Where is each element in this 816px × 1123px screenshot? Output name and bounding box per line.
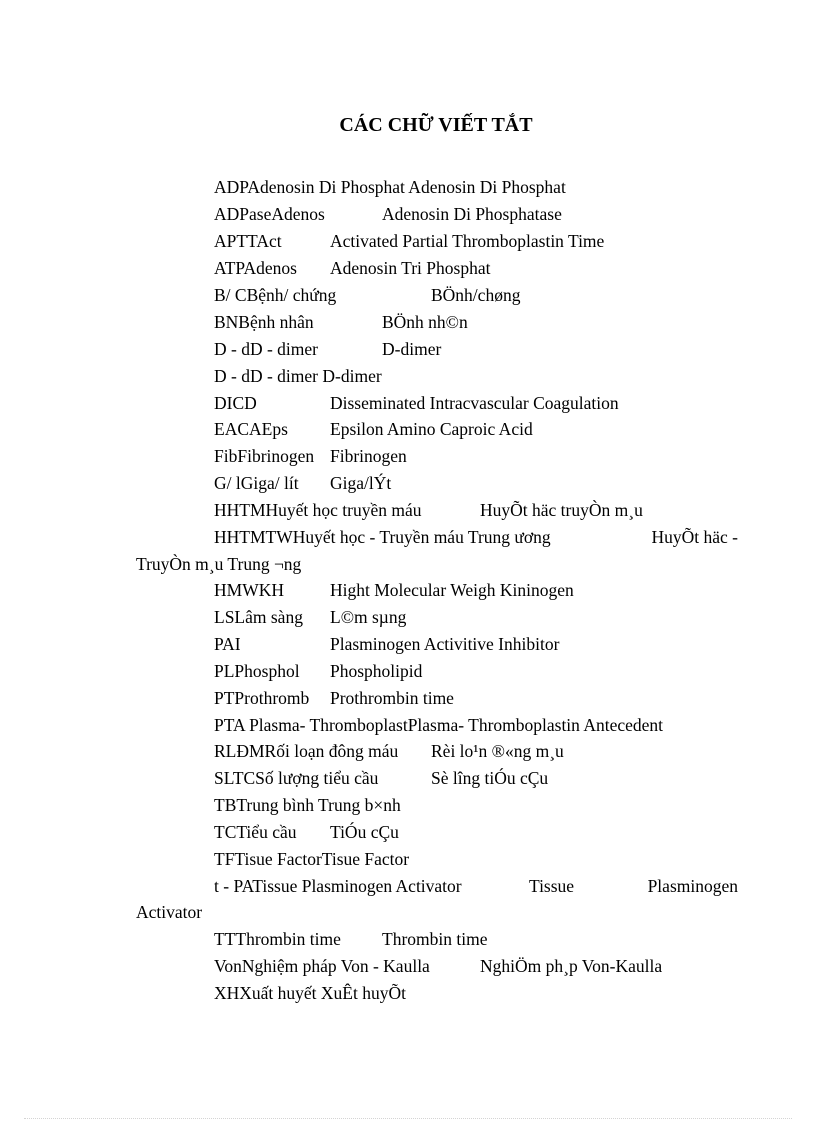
abbr-entry-term: TTThrombin time xyxy=(214,929,341,949)
abbr-entry: TFTisue FactorTisue Factor xyxy=(214,849,410,869)
abbr-entry-meaning: Fibrinogen xyxy=(330,446,407,466)
abbr-entry-continuation: Activator xyxy=(136,902,203,922)
abbr-entry-meaning: Phospholipid xyxy=(330,661,423,681)
abbr-entry-term: PTProthromb xyxy=(214,688,310,708)
abbr-entry-meaning: Adenosin Di Phosphatase xyxy=(382,204,562,224)
abbr-entry-meaning: HuyÕt häc truyÒn m¸u xyxy=(480,500,643,520)
abbr-entry-meaning: Giga/lÝt xyxy=(330,473,392,493)
page-title: CÁC CHỮ VIẾT TẮT xyxy=(339,114,533,136)
abbr-entry-term: EACAEps xyxy=(214,419,288,439)
abbr-entry-meaning: Thrombin time xyxy=(382,929,488,949)
abbr-entry-term: ATPAdenos xyxy=(214,258,297,278)
abbr-entry: ADPAdenosin Di Phosphat Adenosin Di Phosphat xyxy=(214,177,566,197)
abbr-entry-term: SLTCSố lượng tiểu cầu xyxy=(214,768,379,788)
abbr-entry-term: LSLâm sàng xyxy=(214,607,303,627)
abbr-entry-term: HMWKH xyxy=(214,580,284,600)
abbr-entry-meaning: Prothrombin time xyxy=(330,688,454,708)
abbr-entry-meaning: Sè lîng tiÓu cÇu xyxy=(431,768,549,788)
abbr-entry: XHXuất huyết XuÊt huyÕt xyxy=(214,983,406,1003)
abbr-entry-term: t - PATissue Plasminogen Activator xyxy=(214,876,462,896)
abbr-entry-term: B/ CBệnh/ chứng xyxy=(214,285,337,305)
abbr-entry-term: G/ lGiga/ lít xyxy=(214,473,299,493)
abbr-entry-meaning: Hight Molecular Weigh Kininogen xyxy=(330,580,574,600)
abbr-entry-meaning: D-dimer xyxy=(382,339,442,359)
abbr-entry-term: HHTMHuyết học truyền máu xyxy=(214,500,422,520)
abbr-entry-continuation: TruyÒn m¸u Trung ¬ng xyxy=(136,554,302,574)
abbr-entry-meaning: Plasminogen xyxy=(647,876,738,896)
abbr-entry-meaning: HuyÕt häc - xyxy=(651,527,738,547)
abbr-entry-term: DICD xyxy=(214,393,257,413)
abbr-entry-term: VonNghiệm pháp Von - Kaulla xyxy=(214,956,430,976)
abbr-entry-term: TCTiểu cầu xyxy=(214,822,297,842)
abbr-entry-term: BNBệnh nhân xyxy=(214,312,314,332)
abbr-entry-meaning: Plasminogen Activitive Inhibitor xyxy=(330,634,560,654)
abbr-entry-meaning: L©m sµng xyxy=(330,607,407,627)
abbr-entry-meaning: BÖnh nh©n xyxy=(382,312,468,332)
abbr-entry-meaning: Activated Partial Thromboplastin Time xyxy=(330,231,605,251)
abbr-entry-meaning: TiÓu cÇu xyxy=(330,822,399,842)
abbr-entry: TBTrung bình Trung b×nh xyxy=(214,795,401,815)
abbr-entry-term: ADPaseAdenos xyxy=(214,204,325,224)
abbr-entry-meaning: Disseminated Intracvascular Coagulation xyxy=(330,393,619,413)
abbr-entry-meaning: Epsilon Amino Caproic Acid xyxy=(330,419,533,439)
abbr-entry-meaning: NghiÖm ph¸p Von-Kaulla xyxy=(480,956,663,976)
abbr-entry: PTA Plasma- ThromboplastPlasma- Thromboplastin Antecedent xyxy=(214,715,664,735)
abbr-entry-meaning: Tissue xyxy=(529,876,575,896)
abbr-entry-meaning: Adenosin Tri Phosphat xyxy=(330,258,491,278)
abbr-entry-meaning: Rèi lo¹n ®«ng m¸u xyxy=(431,741,564,761)
abbr-entry-term: APTTAct xyxy=(214,231,282,251)
abbr-entry-term: FibFibrinogen xyxy=(214,446,315,466)
abbr-entry-term: HHTMTWHuyết học - Truyền máu Trung ương xyxy=(214,527,551,547)
page-divider xyxy=(24,1118,792,1119)
abbr-entry-term: RLĐMRối loạn đông máu xyxy=(214,741,399,761)
abbr-entry-term: PAI xyxy=(214,634,241,654)
abbr-entry-term: D - dD - dimer xyxy=(214,339,319,359)
abbr-entry-term: PLPhosphol xyxy=(214,661,300,681)
abbr-entry: D - dD - dimer D-dimer xyxy=(214,366,382,386)
abbr-entry-meaning: BÖnh/chøng xyxy=(431,285,521,305)
